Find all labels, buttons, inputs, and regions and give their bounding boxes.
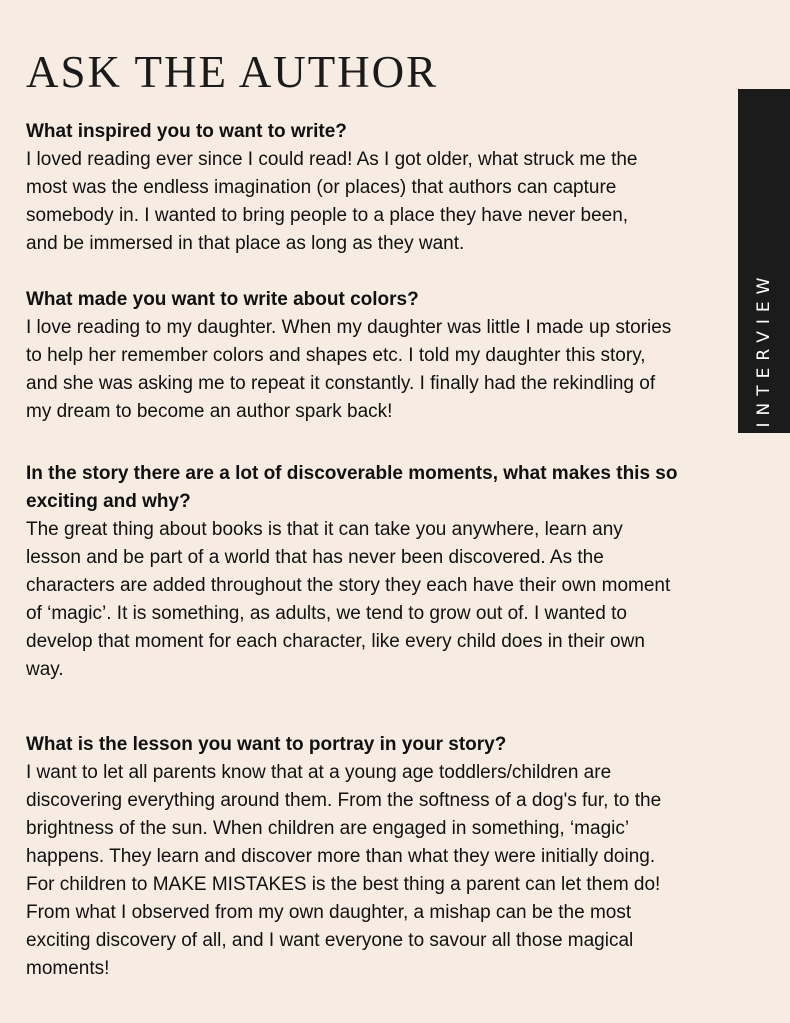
qa-section-colors — [26, 286, 738, 426]
answer-line: develop that moment for each character, like every child does in their own — [26, 631, 645, 652]
answer-paragraph — [26, 516, 738, 684]
question-heading: What is the lesson you want to portray in your story? — [26, 734, 507, 755]
answer-paragraph — [26, 759, 738, 983]
answer-paragraph — [26, 314, 738, 426]
answer-line: my dream to become an author spark back! — [26, 401, 393, 422]
answer-line: lesson and be part of a world that has never been discovered. As the — [26, 547, 604, 568]
qa-section-discoverable-moments — [26, 460, 738, 684]
question-heading: What inspired you to want to write? — [26, 121, 347, 142]
question-line: In the story there are a lot of discoverable moments, what makes this so — [26, 463, 678, 484]
answer-line: moments! — [26, 958, 110, 979]
qa-section-lesson — [26, 731, 738, 983]
answer-line: exciting discovery of all, and I want everyone to savour all those magical — [26, 930, 634, 951]
answer-line: I loved reading ever since I could read! As I got older, what struck me the — [26, 149, 638, 170]
answer-line: of ‘magic’. It is something, as adults, we tend to grow out of. I wanted to — [26, 603, 627, 624]
answer-line: For children to MAKE MISTAKES is the best thing a parent can let them do! — [26, 874, 661, 895]
question-heading: What made you want to write about colors? — [26, 289, 419, 310]
interview-tab-label: INTERVIEW — [754, 270, 774, 428]
answer-line: I want to let all parents know that at a young age toddlers/children are — [26, 762, 612, 783]
question-heading — [26, 460, 738, 516]
answer-line: The great thing about books is that it can take you anywhere, learn any — [26, 519, 623, 540]
answer-line: I love reading to my daughter. When my daughter was little I made up stories — [26, 317, 672, 338]
answer-line: characters are added throughout the story they each have their own moment — [26, 575, 671, 596]
answer-line: to help her remember colors and shapes etc. I told my daughter this story, — [26, 345, 646, 366]
answer-line: way. — [26, 659, 64, 680]
question-line: exciting and why? — [26, 491, 191, 512]
answer-line: From what I observed from my own daughter, a mishap can be the most — [26, 902, 632, 923]
interview-side-tab — [738, 89, 790, 433]
answer-line: most was the endless imagination (or places) that authors can capture — [26, 177, 617, 198]
qa-section-inspiration — [26, 118, 738, 258]
answer-line: somebody in. I wanted to bring people to a place they have never been, — [26, 205, 629, 226]
answer-line: and be immersed in that place as long as they want. — [26, 233, 465, 254]
page-title: ASK THE AUTHOR — [26, 47, 439, 97]
answer-line: discovering everything around them. From the softness of a dog's fur, to the — [26, 790, 662, 811]
answer-line: and she was asking me to repeat it constantly. I finally had the rekindling of — [26, 373, 656, 394]
answer-line: brightness of the sun. When children are engaged in something, ‘magic’ — [26, 818, 630, 839]
answer-paragraph — [26, 146, 738, 258]
answer-line: happens. They learn and discover more than what they were initially doing. — [26, 846, 656, 867]
